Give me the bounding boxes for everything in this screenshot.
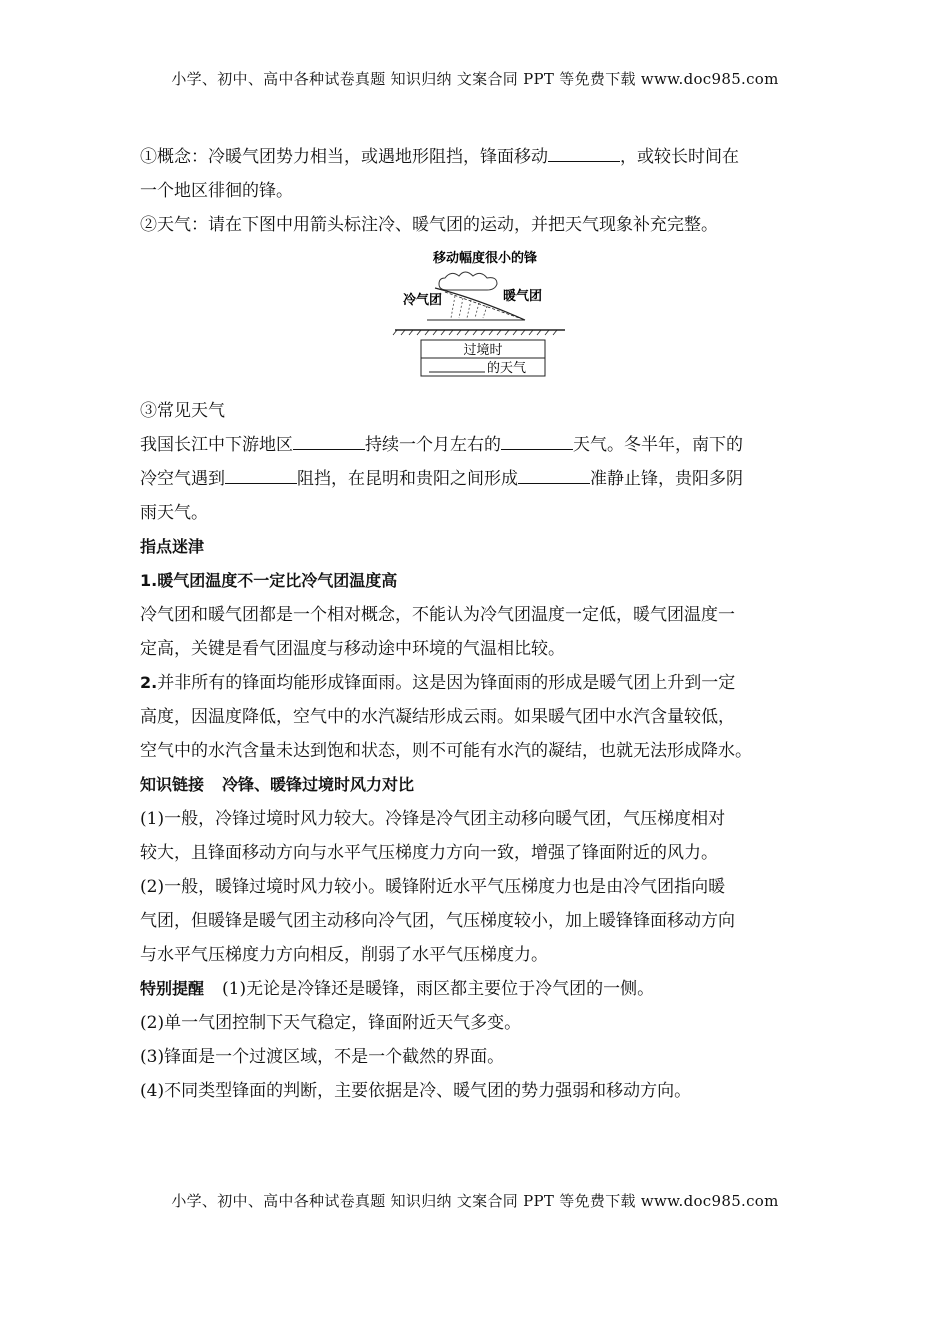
concept-line-2: 一个地区徘徊的锋。 (140, 181, 293, 201)
common-text-1a: 我国长江中下游地区 (140, 435, 293, 455)
common-line-3: 雨天气。 (140, 503, 208, 523)
warm-air-label: 暖气团 (503, 289, 543, 304)
tip-2-line-3: 空气中的水汽含量未达到饱和状态，则不可能有水汽的凝结，也就无法形成降水。 (140, 741, 752, 761)
common-weather-heading: ③常见天气 (140, 401, 225, 421)
document-body (140, 140, 820, 1108)
link-p2-line-2: 气团，但暖锋是暖气团主动移向冷气团，气压梯度较小，加上暖锋锋面移动方向 (140, 911, 735, 931)
stationary-front-diagram (140, 248, 820, 388)
special-item-2: (2)单一气团控制下天气稳定，锋面附近天气多变。 (140, 1013, 522, 1033)
common-text-2c: 准静止锋，贵阳多阴 (590, 469, 743, 489)
special-line-1 (140, 972, 820, 1006)
tip-2-line-2: 高度，因温度降低，空气中的水汽凝结形成云雨。如果暖气团中水汽含量较低， (140, 707, 735, 727)
tips-heading: 指点迷津 (140, 537, 205, 556)
cold-air-label: 冷气团 (403, 293, 443, 308)
common-blank-3[interactable] (225, 463, 297, 484)
front-diagram-svg (385, 248, 585, 378)
page-header: 小学、初中、高中各种试卷真题 知识归纳 文案合同 PPT 等免费下载 www.doc985.com (171, 70, 779, 88)
tip-2-number: 2. (140, 673, 158, 692)
link-heading-label: 知识链接 (140, 775, 205, 794)
link-p2-line-1: (2)一般，暖锋过境时风力较小。暖锋附近水平气压梯度力也是由冷气团指向暖 (140, 877, 726, 897)
concept-text-a: ①概念：冷暖气团势力相当，或遇地形阻挡，锋面移动 (140, 147, 548, 167)
common-blank-2[interactable] (501, 429, 573, 450)
tip-1-line-1: 冷气团和暖气团都是一个相对概念，不能认为冷气团温度一定低，暖气团温度一 (140, 605, 735, 625)
common-blank-4[interactable] (518, 463, 590, 484)
box-transit-label: 过境时 (463, 343, 503, 358)
common-text-1c: 天气。冬半年，南下的 (573, 435, 743, 455)
link-p2-line-3: 与水平气压梯度力方向相反，削弱了水平气压梯度力。 (140, 945, 548, 965)
cloud-shape (439, 272, 497, 290)
special-item-4: (4)不同类型锋面的判断，主要依据是冷、暖气团的势力强弱和移动方向。 (140, 1081, 692, 1101)
common-line-2 (140, 462, 820, 496)
tip-1-title: 1.暖气团温度不一定比冷气团温度高 (140, 571, 398, 590)
special-item-3: (3)锋面是一个过渡区域，不是一个截然的界面。 (140, 1047, 505, 1067)
link-heading-topic: 冷锋、暖锋过境时风力对比 (222, 775, 415, 794)
common-blank-1[interactable] (293, 429, 365, 450)
common-line-1 (140, 428, 820, 462)
special-heading: 特别提醒 (140, 979, 205, 998)
concept-text-b: ，或较长时间在 (620, 147, 739, 167)
tip-1-line-2: 定高，关键是看气团温度与移动途中环境的气温相比较。 (140, 639, 565, 659)
tip-2-text: 并非所有的锋面均能形成锋面雨。这是因为锋面雨的形成是暖气团上升到一定 (157, 673, 736, 693)
tip-2-line-1 (140, 666, 820, 700)
common-text-1b: 持续一个月左右的 (365, 435, 501, 455)
common-text-2a: 冷空气遇到 (140, 469, 225, 489)
page-footer: 小学、初中、高中各种试卷真题 知识归纳 文案合同 PPT 等免费下载 www.doc985.com (171, 1192, 779, 1210)
special-item-1: (1)无论是冷锋还是暖锋，雨区都主要位于冷气团的一侧。 (222, 979, 655, 999)
link-heading (140, 768, 820, 802)
common-text-2b: 阻挡，在昆明和贵阳之间形成 (297, 469, 518, 489)
concept-blank[interactable] (548, 141, 620, 162)
concept-line-1 (140, 140, 820, 174)
weather-instruction: ②天气：请在下图中用箭头标注冷、暖气团的运动，并把天气现象补充完整。 (140, 215, 718, 235)
box-weather-label: 的天气 (487, 361, 527, 376)
link-p1-line-1: (1)一般，冷锋过境时风力较大。冷锋是冷气团主动移向暖气团，气压梯度相对 (140, 809, 726, 829)
diagram-title: 移动幅度很小的锋 (432, 251, 538, 266)
rain-lines (451, 296, 487, 318)
link-p1-line-2: 较大，且锋面移动方向与水平气压梯度力方向一致，增强了锋面附近的风力。 (140, 843, 718, 863)
